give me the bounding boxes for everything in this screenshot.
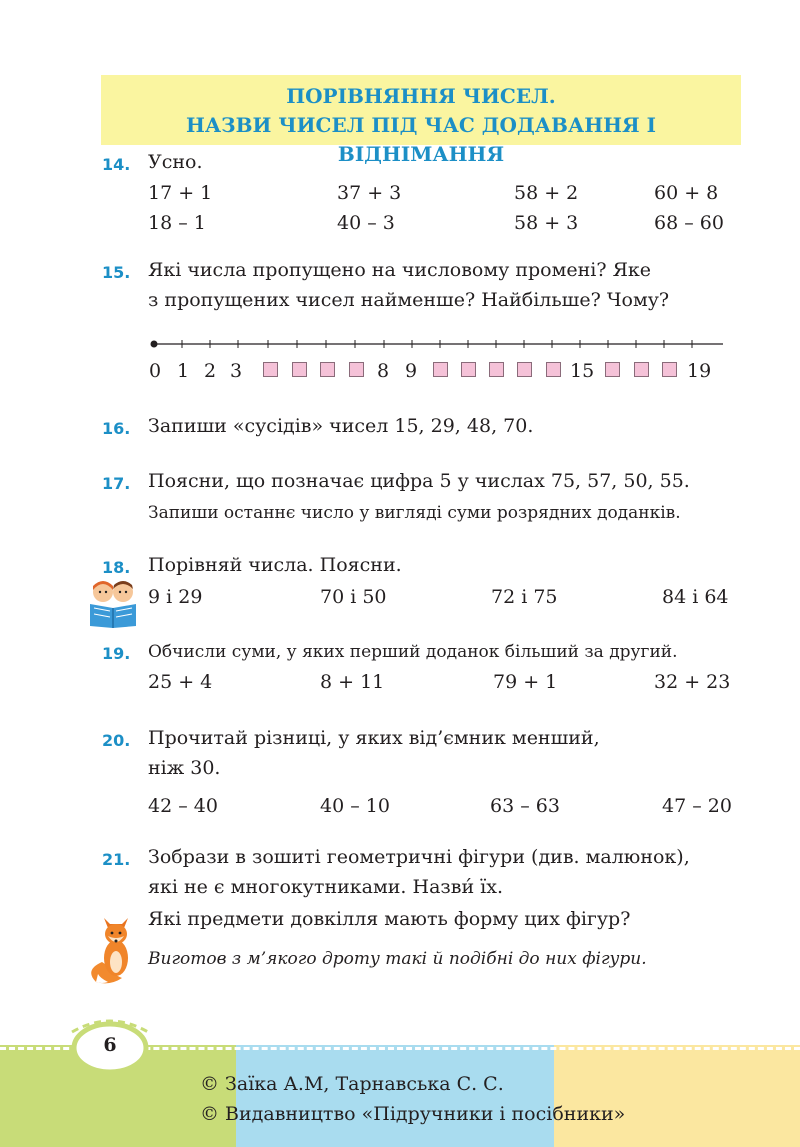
missing-number-box [605,362,620,377]
exercise-number-19: 19. [102,644,131,663]
exercise-number-20: 20. [102,731,131,750]
missing-number-box [320,362,335,377]
missing-number-box [461,362,476,377]
number-line-label-19: 19 [687,360,712,382]
exercise-21-line-1: Зобрази в зошиті геометричні фігури (див. малюнок), [148,846,690,868]
missing-number-box [433,362,448,377]
fox-icon [88,908,140,984]
title-line-2: НАЗВИ ЧИСЕЛ ПІД ЧАС ДОДАВАННЯ І ВІДНІМАННЯ [186,113,656,166]
exercise-19-text: Обчисли суми, у яких перший доданок більший за другий. [148,642,678,662]
ex19-item-3: 79 + 1 [493,671,558,693]
exercise-20-line-2: ніж 30. [148,757,221,779]
ex14-r1-1: 17 + 1 [148,182,213,204]
exercise-14-text: Усно. [148,151,203,173]
ex14-r2-3: 58 + 3 [514,212,579,234]
number-line-label-15: 15 [570,360,595,382]
missing-number-box [634,362,649,377]
exercise-16-text: Запиши «сусідів» чисел 15, 29, 48, 70. [148,415,534,437]
ex14-r2-2: 40 – 3 [337,212,395,234]
exercise-15-line-2: з пропущених чисел найменше? Найбільше? Чому? [148,289,670,311]
exercise-number-15: 15. [102,263,131,282]
exercise-21-line-2: які не є многокутниками. Назви́ їх. [148,876,503,898]
missing-number-box [489,362,504,377]
exercise-number-21: 21. [102,850,131,869]
missing-number-box [292,362,307,377]
ex19-item-2: 8 + 11 [320,671,385,693]
exercise-21-line-4: Виготов з м’якого дроту такі й подібні до них фігури. [148,949,647,969]
ex14-r1-2: 37 + 3 [337,182,402,204]
ex18-item-2: 70 і 50 [320,586,387,608]
missing-number-box [349,362,364,377]
ex20-item-3: 63 – 63 [490,795,560,817]
exercise-17-line-2: Запиши останнє число у вигляді суми розрядних доданків. [148,503,681,523]
ex18-item-4: 84 і 64 [662,586,729,608]
footer-band-blue [236,1045,554,1147]
missing-number-box [546,362,561,377]
ex20-item-1: 42 – 40 [148,795,218,817]
number-line-label-0: 0 [149,360,162,382]
exercise-number-14: 14. [102,155,131,174]
exercise-18-text: Порівняй числа. Поясни. [148,554,402,576]
children-reading-book-icon [84,578,144,628]
exercise-number-18: 18. [102,558,131,577]
ex19-item-1: 25 + 4 [148,671,213,693]
title-line-1: ПОРІВНЯННЯ ЧИСЕЛ. [286,84,556,108]
ex20-item-2: 40 – 10 [320,795,390,817]
ex14-r1-3: 58 + 2 [514,182,579,204]
number-line [148,334,728,354]
number-line-label-9: 9 [405,360,418,382]
ex18-item-3: 72 і 75 [491,586,558,608]
missing-number-box [263,362,278,377]
footer-copyright-authors: © Заїка А.М, Тарнавська С. С. [200,1073,504,1095]
ex19-item-4: 32 + 23 [654,671,731,693]
page-number: 6 [103,1034,117,1056]
number-line-label-1: 1 [177,360,190,382]
ex14-r1-4: 60 + 8 [654,182,719,204]
exercise-17-line-1: Поясни, що позначає цифра 5 у числах 75, 57, 50, 55. [148,470,690,492]
missing-number-box [662,362,677,377]
exercise-number-17: 17. [102,474,131,493]
ex14-r2-4: 68 – 60 [654,212,724,234]
exercise-20-line-1: Прочитай різниці, у яких від’ємник менший, [148,727,600,749]
number-line-label-8: 8 [377,360,390,382]
exercise-15-line-1: Які числа пропущено на числовому промені? Яке [148,259,652,281]
ex20-item-4: 47 – 20 [662,795,732,817]
footer-band-yellow [554,1045,800,1147]
number-line-label-3: 3 [230,360,243,382]
footer-copyright-publisher: © Видавництво «Підручники і посібники» [200,1103,626,1125]
ex18-item-1: 9 і 29 [148,586,203,608]
ex14-r2-1: 18 – 1 [148,212,206,234]
exercise-21-line-3: Які предмети довкілля мають форму цих фігур? [148,908,631,930]
number-line-label-2: 2 [204,360,217,382]
missing-number-box [517,362,532,377]
exercise-number-16: 16. [102,419,131,438]
